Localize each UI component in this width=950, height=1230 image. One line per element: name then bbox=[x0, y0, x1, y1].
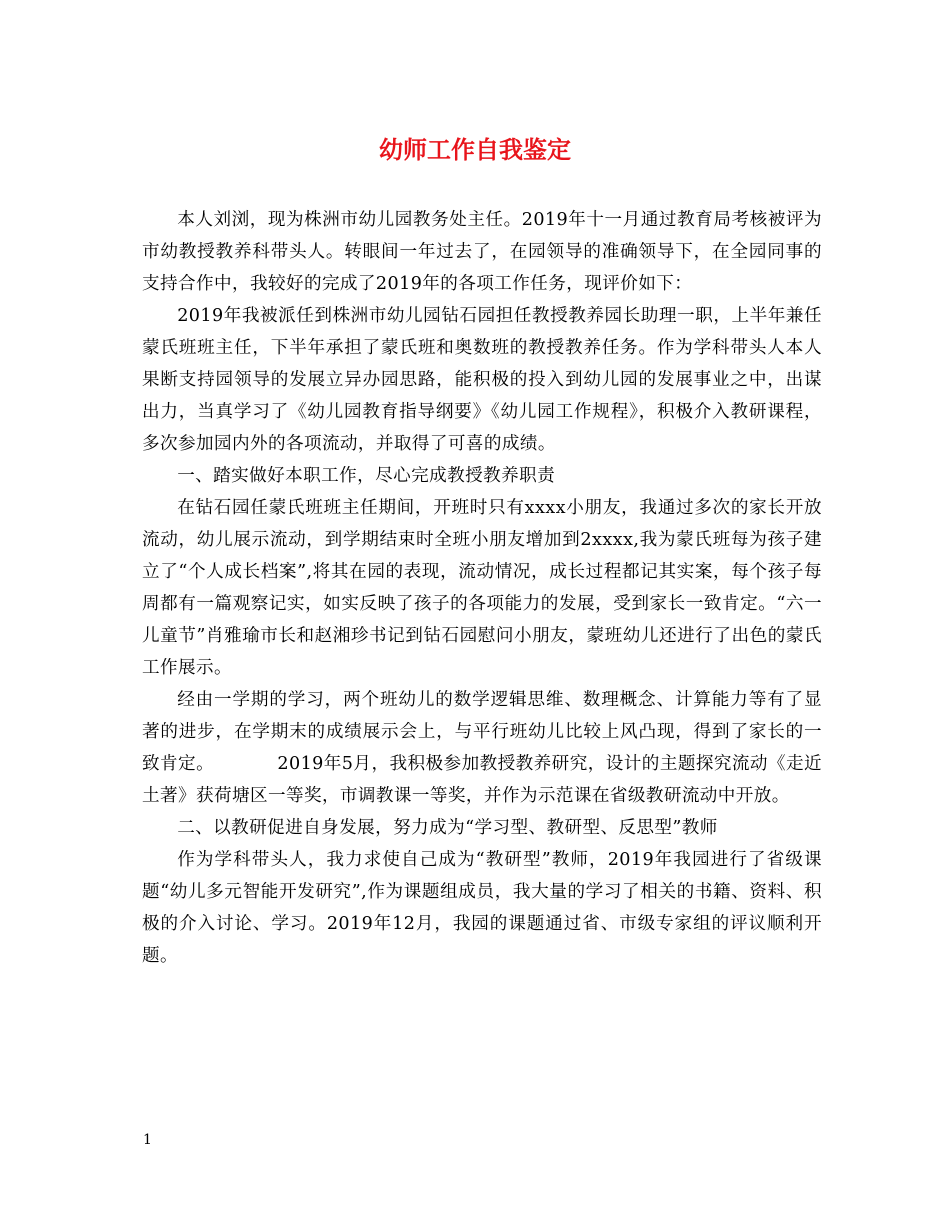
paragraph: 在钻石园任蒙氏班班主任期间，开班时只有xxxx小朋友，我通过多次的家长开放流动，幼儿展示流动，到学期结束时全班小朋友增加到2xxxx,我为蒙氏班每为孩子建立了“个人成长档案”,将其在园的表现，流动情况，成长过程都记其实案，每个孩子每周都有一篇观察记实，如实反映了孩子的各项能力的发展，受到家长一致肯定。“六一儿童节”肖雅瑜市长和赵湘珍书记到钻石园慰问小朋友，蒙班幼儿还进行了出色的蒙氏工作展示。 bbox=[142, 498, 822, 678]
paragraph: 作为学科带头人，我力求使自己成为“教研型”教师，2019年我园进行了省级课题“幼儿多元智能开发研究”,作为课题组成员，我大量的学习了相关的书籍、资料、积极的介入讨论、学习。2019年12月，我园的课题通过省、市级专家组的评议顺利开题。 bbox=[142, 850, 822, 966]
page-number: 1 bbox=[143, 1132, 152, 1148]
paragraph: 经由一学期的学习，两个班幼儿的数学逻辑思维、数理概念、计算能力等有了显著的进步，在学期末的成绩展示会上，与平行班幼儿比较上风凸现，得到了家长的一致肯定。 2019年5月，我积极参加教授教养研究，设计的主题探究流动《走近土著》获荷塘区一等奖，市调教课一等奖，并作为示范课在省级教研流动中开放。 bbox=[142, 690, 822, 806]
section-heading: 二、以教研促进自身发展，努力成为“学习型、教研型、反思型”教师 bbox=[177, 818, 718, 838]
paragraph: 2019年我被派任到株洲市幼儿园钻石园担任教授教养园长助理一职，上半年兼任蒙氏班班主任，下半年承担了蒙氏班和奥数班的教授教养任务。作为学科带头人本人果断支持园领导的发展立异办园思路，能积极的投入到幼儿园的发展事业之中，出谋出力，当真学习了《幼儿园教育指导纲要》《幼儿园工作规程》，积极介入教研课程，多次参加园内外的各项流动，并取得了可喜的成绩。 bbox=[142, 306, 822, 454]
paragraph: 本人刘浏，现为株洲市幼儿园教务处主任。2019年十一月通过教育局考核被评为市幼教授教养科带头人。转眼间一年过去了，在园领导的准确领导下，在全园同事的支持合作中，我较好的完成了2019年的各项工作任务，现评价如下： bbox=[142, 210, 822, 294]
section-heading: 一、踏实做好本职工作，尽心完成教授教养职责 bbox=[177, 466, 556, 486]
document-title: 幼师工作自我鉴定 bbox=[379, 136, 571, 164]
document-body bbox=[142, 204, 822, 972]
